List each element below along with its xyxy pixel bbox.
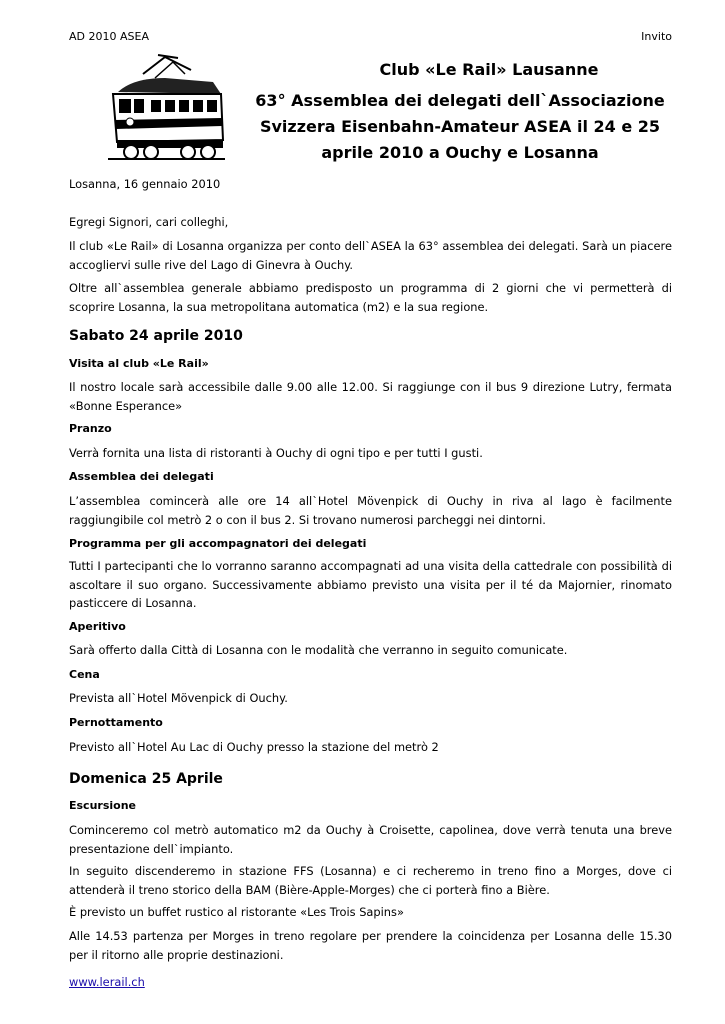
- visit-title: Visita al club «Le Rail»: [69, 357, 209, 370]
- lunch-text: Verrà fornita una lista di ristoranti à Ouchy di ogni tipo e per tutti I gusti.: [69, 446, 483, 460]
- website-link[interactable]: www.lerail.ch: [69, 975, 145, 989]
- header-right: Invito: [641, 30, 672, 43]
- sunday-heading: Domenica 25 Aprile: [69, 771, 223, 787]
- lunch-title: Pranzo: [69, 422, 112, 435]
- dinner-text: Prevista all`Hotel Mövenpick di Ouchy.: [69, 691, 288, 705]
- locomotive-illustration: [103, 52, 228, 162]
- excursion-paragraph-2: In seguito discenderemo in stazione FFS (Losanna) e ci recheremo in treno fino a Morges, dove ci attenderà il treno storico della BAM (Bière-Apple-Morges) che ci porterà fino a Bière.: [69, 864, 672, 897]
- companions-text: Tutti I partecipanti che lo vorranno saranno accompagnati ad una visita della cattedrale con possibilità di ascoltare il suo organo. Successivamente abbiamo previsto una visita per il té da Majornier, rinomato pasticcere di Losanna.: [69, 559, 672, 610]
- excursion-paragraph-1: Cominceremo col metrò automatico m2 da Ouchy à Croisette, capolinea, dove verrà tenuta una breve presentazione dell`impianto.: [69, 823, 672, 856]
- excursion-paragraph-4: Alle 14.53 partenza per Morges in treno regolare per prendere la coincidenza per Losanna delle 15.30 per il ritorno alle proprie destinazioni.: [69, 929, 672, 962]
- title-block: [245, 58, 675, 166]
- header-left: AD 2010 ASEA: [69, 30, 149, 43]
- saturday-heading: Sabato 24 aprile 2010: [69, 328, 243, 344]
- greeting: Egregi Signori, cari colleghi,: [69, 215, 229, 229]
- aperitif-title: Aperitivo: [69, 620, 126, 633]
- assembly-text: L’assemblea comincerà alle ore 14 all`Hotel Mövenpick di Ouchy in riva al lago è facilmente raggiungibile col metrò 2 o con il bus 2. Si trovano numerosi parcheggi nei dintorni.: [69, 494, 672, 527]
- night-text: Previsto all`Hotel Au Lac di Ouchy presso la stazione del metrò 2: [69, 740, 439, 754]
- excursion-paragraph-3: È previsto un buffet rustico al ristorante «Les Trois Sapins»: [69, 905, 404, 919]
- intro-paragraph-2: Oltre all`assemblea generale abbiamo predisposto un programma di 2 giorni che vi permetterà di scoprire Losanna, la sua metropolitana automatica (m2) e la sua regione.: [69, 281, 672, 314]
- club-title: Club «Le Rail» Lausanne: [379, 60, 599, 79]
- letter-date: Losanna, 16 gennaio 2010: [69, 177, 221, 191]
- aperitif-text: Sarà offerto dalla Città di Losanna con le modalità che verranno in seguito comunicate.: [69, 643, 568, 657]
- dinner-title: Cena: [69, 668, 100, 681]
- companions-title: Programma per gli accompagnatori dei delegati: [69, 537, 367, 550]
- visit-text: Il nostro locale sarà accessibile dalle 9.00 alle 12.00. Si raggiunge con il bus 9 direzione Lutry, fermata «Bonne Esperance»: [69, 380, 672, 413]
- night-title: Pernottamento: [69, 716, 163, 729]
- intro-paragraph-1: Il club «Le Rail» di Losanna organizza per conto dell`ASEA la 63° assemblea dei delegati. Sarà un piacere accogliervi sulle rive del Lago di Ginevra à Ouchy.: [69, 239, 672, 272]
- excursion-title: Escursione: [69, 799, 137, 812]
- assembly-title: Assemblea dei delegati: [69, 470, 214, 483]
- main-title: 63° Assemblea dei delegati dell`Associazione Svizzera Eisenbahn-Amateur ASEA il 24 e 25 aprile 2010 a Ouchy e Losanna: [255, 91, 665, 162]
